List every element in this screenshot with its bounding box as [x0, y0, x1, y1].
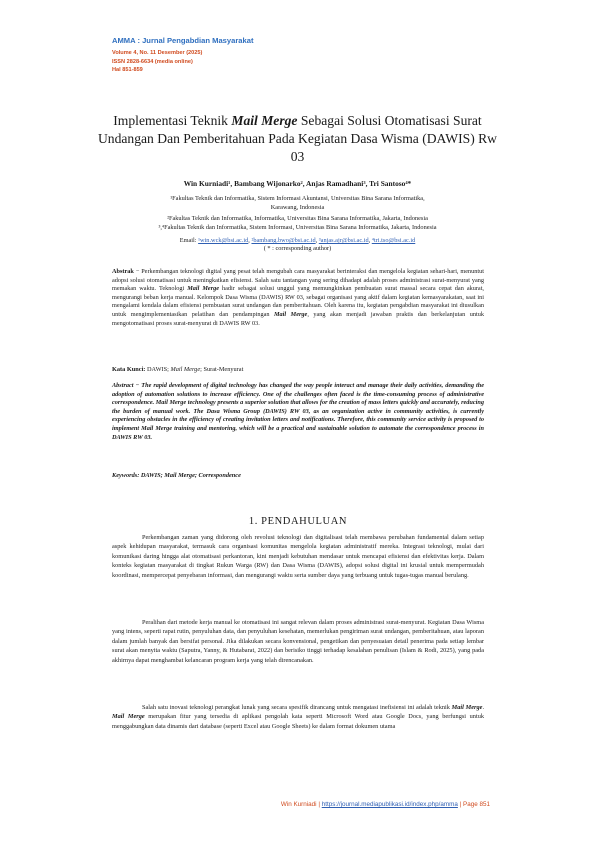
footer-page: | Page 851: [457, 801, 490, 808]
footer-journal-link[interactable]: https://journal.mediapublikasi.id/index.php/amma: [321, 801, 458, 808]
section-heading: 1. PENDAHULUAN: [248, 516, 348, 527]
body-text-1: Perkembangan zaman yang didorong oleh revolusi teknologi dan digitalisasi telah membawa perubahan fundamental dalam setiap aspek kehidupan masyarakat, termasuk cara organisasi komunitas mengelola kegiatan administratif mereka. Integrasi teknologi, mulai dari komunikasi daring hingga alat otomatisasi perkantoran, kini menjadi kebutuhan mendasar untuk mencapai efisiensi dan efektivitas kerja. Dalam konteks kegiatan masyarakat di tingkat Rukun Warga (RW) dan Dasa Wisma (DAWIS), adopsi solusi digital ini krusial untuk mempermudah koordinasi, mempercepat penyebaran informasi, dan mengurangi waktu serta sumber daya yang terbuang untuk tugas-tugas manual berulang.: [112, 534, 484, 579]
abstrak-italic-1: Mail Merge: [187, 285, 220, 293]
abstrak-label: Abstrak: [112, 268, 134, 275]
abstract-en-paragraph: [112, 382, 484, 442]
email-link-4[interactable]: ⁴tri.tso@bsi.ac.id: [371, 237, 416, 244]
paper-title: [95, 112, 500, 166]
email-link-2[interactable]: ²bambang.bwo@bsi.ac.id: [251, 237, 316, 244]
affiliation-1-city: Karawang, Indonesia: [270, 203, 325, 211]
abstract-en-label: Abstract: [112, 382, 134, 389]
issn-info: ISSN 2828-6634 (media online): [112, 58, 193, 65]
email-line: Email: ¹win.wck@bsi.ac.id, ²bambang.bwo@bsi.ac.id, ³anjas.ajr@bsi.ac.id, ⁴tri.tso@bsi.ac.id: [179, 237, 416, 244]
abstract-en-text: − The rapid development of digital technology has changed the way people interact and manage their daily activities, demanding the adoption of automation solutions to increase efficiency. One of the challenges often faced is the time-consuming process of administrative correspondence. Mail Merge technology presents a superior solution that allows for the creation of mass letters quickly and accurately, reducing the burden of manual work. The Dasa Wisma Group (DAWIS) RW 03, as an organization active in community activities, is currently experiencing obstacles in the efficiency of creating invitation letters and notifications. Therefore, this community service activity is proposed to implement Mail Merge training and mentoring, which will be a practical and sustainable solution to automate the correspondence process in DAWIS RW 03.: [112, 382, 484, 441]
corresponding-note: ( * : corresponding author): [263, 245, 332, 252]
kata-kunci: [112, 366, 484, 375]
email-link-1[interactable]: ¹win.wck@bsi.ac.id: [198, 237, 249, 244]
body-italic-3a: Mail Merge: [451, 704, 483, 711]
body-text-2: Peralihan dari metode kerja manual ke otomatisasi ini sangat relevan dalam proses administrasi surat-menyurat. Kegiatan Dasa Wisma yang intens, seperti rapat rutin, penyuluhan data, dan penyuluhan kesehatan, memerlukan pengiriman surat undangan, pemberitahuan, atau laporan dalam jumlah banyak dan bersifat personal. Jika dilakukan secara konvensional, pengetikan dan penyesuaian detail penerima pada setiap lembar surat akan menyita waktu (Saputra, Yanny, & Hutabarat, 2022) dan berisiko tinggi terhadap kesalahan penulisan (Islam & Rodi, 2025), yang pada akhirnya dapat menghambat kelancaran program kerja yang telah direncanakan.: [112, 619, 484, 664]
journal-volume-block: [112, 49, 202, 75]
abstrak-italic-2: Mail Merge: [274, 310, 308, 318]
email-link-3[interactable]: ³anjas.ajr@bsi.ac.id: [318, 237, 369, 244]
body-text-3a: Salah satu inovasi teknologi perangkat lunak yang secara spesifik dirancang untuk mengatasi inefisiensi ini adalah teknik: [142, 704, 452, 711]
body-text-3c: merupakan fitur yang tersedia di aplikasi pengolah kata seperti Microsoft Word atau Google Docs, yang berfungsi untuk menggabungkan data dinamis dari database (seperti Excel atau Google Sheets) ke dalam format dokumen utama: [112, 713, 484, 730]
affiliation-2: ²Fakultas Teknik dan Informatika, Informatika, Universitas Bina Sarana Informatika, Jakarta, Indonesia: [167, 215, 428, 222]
affiliation-3-4: ³,⁴Fakultas Teknik dan Informatika, Sistem Informasi, Universitas Bina Sarana Informatika, Jakarta, Indonesia: [158, 223, 437, 231]
volume-info: Volume 4, No. 11 Desember (2025): [112, 50, 203, 56]
body-paragraph-2: [112, 618, 484, 665]
body-paragraph-1: [112, 533, 484, 580]
body-italic-3b: Mail Merge: [112, 713, 145, 721]
title-italic: Mail Merge: [231, 113, 298, 128]
keywords-en-text: DAWIS; Mail Merge; Correspondence: [139, 472, 241, 479]
title-part2: Sebagai Solusi Otomatisasi Surat Undangan Dan Pemberitahuan Pada Kegiatan Dasa Wisma (DAWIS) Rw 03: [97, 113, 498, 164]
kata-kunci-italic: Mail Merge: [170, 366, 201, 373]
journal-name: AMMA : Jurnal Pengabdian Masyarakat: [112, 36, 254, 45]
author-list: Win Kurniadi¹, Bambang Wijonarko², Anjas Ramadhani³, Tri Santoso⁴*: [183, 179, 412, 188]
body-paragraph-3: [112, 703, 484, 731]
abstrak-text-3: , yang akan menjadi jawaban praktis dan berkelanjutan untuk mengotomatisasi proses surat-menyurat di DAWIS RW 03.: [112, 310, 484, 327]
body-text-3b: .: [482, 704, 485, 711]
footer-author: Win Kurniadi |: [280, 801, 322, 808]
abstrak-text-2: hadir sebagai solusi unggul yang memungkinkan pembuatan surat massal secara cepat dan akurat, mengurangi beban kerja manual. Kelompok Dasa Wisma (DAWIS) RW 03, sebagai organisasi yang aktif dalam kegiatan kemasyarakatan, saat ini mengalami kendala dalam efisiensi pembuatan surat undangan dan pemberitahuan. Oleh karena itu, kegiatan pengabdian masyarakat ini diusulkan untuk mengimplementasikan pelatihan dan pendampingan: [112, 285, 484, 318]
page-footer: [160, 801, 490, 808]
kata-kunci-label: Kata Kunci:: [112, 366, 146, 373]
keywords-en: [112, 472, 484, 481]
email-prefix: Email:: [179, 237, 199, 244]
kata-kunci-text-1: DAWIS;: [145, 366, 171, 373]
abstrak-text-1: − Perkembangan teknologi digital yang pesat telah mengubah cara masyarakat berinteraksi dan mengelola kegiatan sehari-hari, menuntut adopsi solusi otomatisasi untuk meningkatkan efisiensi. Salah satu tantangan yang sering dihadapi adalah proses administrasi surat-menyurat yang memakan waktu. Teknologi: [112, 268, 484, 293]
keywords-en-label: Keywords:: [112, 472, 140, 479]
kata-kunci-text-2: ; Surat-Menyurat: [200, 366, 244, 373]
abstrak-paragraph: [112, 268, 484, 328]
page-range: Hal 851-859: [112, 67, 143, 73]
affiliation-1: ¹Fakultas Teknik dan Informatika, Sistem Informasi Akuntansi, Universitas Bina Sarana Informatika,: [170, 195, 425, 202]
title-part1: Implementasi Teknik: [113, 113, 232, 128]
